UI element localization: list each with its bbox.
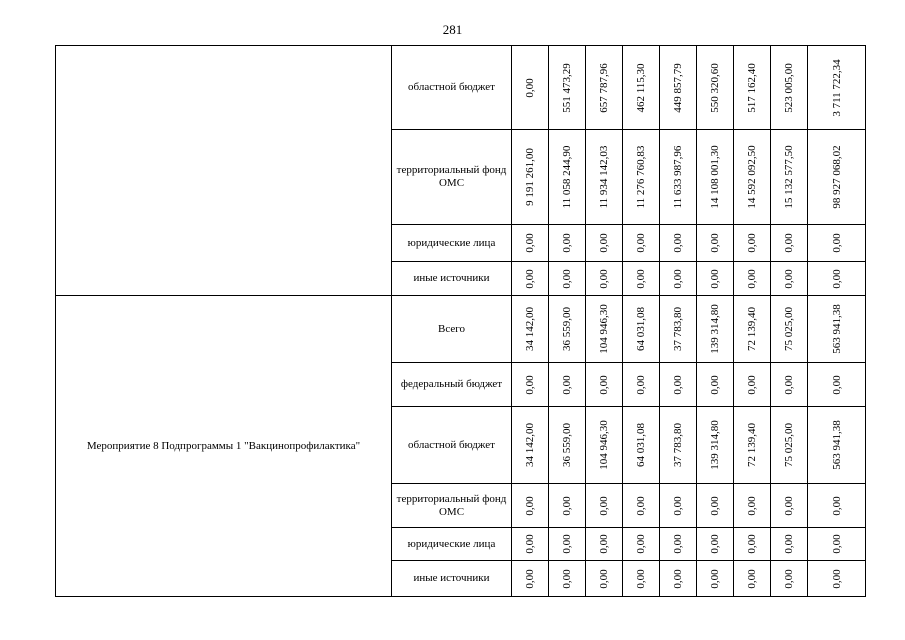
value-text: 0,00	[709, 374, 721, 395]
value-cell	[734, 262, 771, 296]
value-cell	[697, 46, 734, 130]
activity-name-cell	[56, 46, 392, 296]
value-text: 0,00	[598, 374, 610, 395]
value-cell	[549, 407, 586, 484]
value-text: 0,00	[561, 233, 573, 253]
value-text: 64 031,08	[635, 307, 647, 351]
value-cell	[623, 130, 660, 225]
value-cell	[771, 296, 808, 363]
value-text: 0,00	[709, 233, 721, 253]
value-cell	[623, 46, 660, 130]
value-cell	[808, 225, 866, 262]
value-text: 0,00	[635, 233, 647, 253]
value-cell	[734, 561, 771, 597]
value-cell	[660, 561, 697, 597]
value-text: 0,00	[672, 374, 684, 395]
value-text: 0,00	[561, 534, 573, 554]
value-text: 9 191 261,00	[524, 148, 536, 206]
value-text: 139 314,80	[709, 304, 721, 354]
value-cell	[549, 561, 586, 597]
value-cell	[660, 363, 697, 407]
value-text: 139 314,80	[709, 420, 721, 470]
value-cell	[771, 528, 808, 561]
funding-source-cell: территориальный фонд ОМС	[392, 130, 512, 225]
value-cell	[660, 46, 697, 130]
value-cell	[512, 262, 549, 296]
value-cell	[697, 484, 734, 528]
value-cell	[549, 296, 586, 363]
value-text: 0,00	[783, 534, 795, 554]
value-cell	[808, 561, 866, 597]
value-cell	[623, 528, 660, 561]
value-text: 0,00	[830, 233, 843, 253]
value-cell	[623, 225, 660, 262]
value-cell	[734, 363, 771, 407]
value-text: 0,00	[746, 495, 758, 516]
value-text: 15 132 577,50	[783, 145, 795, 209]
funding-table	[55, 45, 866, 597]
value-text: 0,00	[830, 534, 843, 554]
value-text: 0,00	[746, 374, 758, 395]
value-text: 657 787,96	[598, 62, 610, 113]
value-cell	[586, 262, 623, 296]
value-cell	[549, 484, 586, 528]
funding-source-cell: областной бюджет	[392, 407, 512, 484]
value-text: 64 031,08	[635, 423, 647, 467]
funding-source-cell: областной бюджет	[392, 46, 512, 130]
value-cell	[586, 130, 623, 225]
value-cell	[586, 46, 623, 130]
value-text: 98 927 068,02	[830, 145, 843, 209]
value-cell	[549, 130, 586, 225]
value-cell	[697, 130, 734, 225]
value-cell	[512, 561, 549, 597]
value-text: 0,00	[561, 495, 573, 516]
value-text: 0,00	[746, 268, 758, 289]
value-text: 0,00	[561, 568, 573, 589]
funding-source-cell: федеральный бюджет	[392, 363, 512, 407]
value-cell	[660, 296, 697, 363]
value-cell	[808, 484, 866, 528]
value-cell	[623, 296, 660, 363]
value-text: 0,00	[524, 374, 536, 395]
value-cell	[512, 363, 549, 407]
value-text: 37 783,80	[672, 423, 684, 467]
value-text: 36 559,00	[561, 423, 573, 467]
value-text: 0,00	[598, 268, 610, 289]
value-text: 0,00	[561, 268, 573, 289]
value-text: 0,00	[672, 495, 684, 516]
value-cell	[549, 528, 586, 561]
value-text: 14 592 092,50	[746, 145, 758, 209]
value-text: 37 783,80	[672, 307, 684, 351]
value-cell	[586, 225, 623, 262]
value-text: 11 276 760,83	[635, 145, 647, 209]
value-text: 0,00	[830, 568, 843, 589]
value-cell	[549, 363, 586, 407]
table-row	[56, 46, 866, 130]
value-text: 0,00	[783, 268, 795, 289]
value-text: 550 320,60	[709, 62, 721, 113]
value-cell	[512, 225, 549, 262]
value-text: 0,00	[830, 495, 843, 516]
value-cell	[771, 262, 808, 296]
value-text: 0,00	[672, 534, 684, 554]
value-text: 0,00	[830, 374, 843, 395]
value-cell	[549, 46, 586, 130]
value-text: 75 025,00	[783, 307, 795, 351]
value-cell	[697, 528, 734, 561]
value-text: 0,00	[635, 268, 647, 289]
value-text: 0,00	[709, 495, 721, 516]
value-text: 0,00	[672, 233, 684, 253]
funding-source-cell: Всего	[392, 296, 512, 363]
funding-source-cell: иные источники	[392, 262, 512, 296]
value-cell	[771, 46, 808, 130]
value-text: 0,00	[746, 568, 758, 589]
value-cell	[734, 484, 771, 528]
value-text: 0,00	[746, 233, 758, 253]
value-text: 34 142,00	[524, 423, 536, 467]
value-text: 0,00	[783, 568, 795, 589]
value-cell	[586, 484, 623, 528]
value-cell	[623, 484, 660, 528]
value-text: 0,00	[598, 534, 610, 554]
value-text: 0,00	[635, 534, 647, 554]
value-text: 75 025,00	[783, 423, 795, 467]
value-cell	[808, 528, 866, 561]
value-cell	[512, 407, 549, 484]
value-text: 563 941,38	[830, 420, 843, 470]
value-text: 104 946,30	[598, 304, 610, 354]
value-text: 3 711 722,34	[830, 58, 843, 117]
value-cell	[734, 130, 771, 225]
value-cell	[660, 484, 697, 528]
value-cell	[512, 528, 549, 561]
value-cell	[549, 262, 586, 296]
funding-source-cell: территориальный фонд ОМС	[392, 484, 512, 528]
value-text: 551 473,29	[561, 62, 573, 113]
value-text: 0,00	[524, 77, 536, 98]
value-cell	[660, 130, 697, 225]
value-cell	[734, 225, 771, 262]
value-text: 0,00	[524, 568, 536, 589]
value-text: 0,00	[598, 495, 610, 516]
value-text: 0,00	[783, 374, 795, 395]
value-cell	[697, 296, 734, 363]
value-cell	[512, 296, 549, 363]
value-cell	[734, 46, 771, 130]
value-cell	[697, 262, 734, 296]
value-cell	[808, 296, 866, 363]
value-cell	[734, 296, 771, 363]
value-cell	[623, 407, 660, 484]
value-text: 0,00	[635, 374, 647, 395]
value-cell	[512, 130, 549, 225]
value-cell	[623, 262, 660, 296]
value-cell	[512, 46, 549, 130]
value-text: 563 941,38	[830, 304, 843, 354]
value-text: 36 559,00	[561, 307, 573, 351]
value-text: 0,00	[672, 268, 684, 289]
value-text: 0,00	[709, 268, 721, 289]
value-text: 0,00	[830, 268, 843, 289]
value-text: 449 857,79	[672, 62, 684, 113]
value-text: 462 115,30	[635, 62, 647, 113]
value-cell	[771, 363, 808, 407]
value-cell	[586, 528, 623, 561]
value-cell	[697, 363, 734, 407]
value-cell	[660, 528, 697, 561]
value-text: 0,00	[635, 495, 647, 516]
value-cell	[660, 407, 697, 484]
value-text: 0,00	[635, 568, 647, 589]
value-text: 0,00	[746, 534, 758, 554]
value-cell	[623, 561, 660, 597]
page-number: 281	[442, 22, 463, 37]
value-cell	[586, 407, 623, 484]
value-cell	[808, 130, 866, 225]
value-text: 0,00	[524, 495, 536, 516]
value-cell	[771, 484, 808, 528]
value-cell	[734, 528, 771, 561]
value-cell	[586, 296, 623, 363]
value-cell	[771, 407, 808, 484]
value-text: 0,00	[598, 568, 610, 589]
value-cell	[623, 363, 660, 407]
value-text: 72 139,40	[746, 423, 758, 467]
value-text: 517 162,40	[746, 62, 758, 113]
value-cell	[512, 484, 549, 528]
activity-name-cell: Мероприятие 8 Подпрограммы 1 "Вакцинопрофилактика"	[56, 296, 392, 597]
value-cell	[586, 561, 623, 597]
value-cell	[660, 262, 697, 296]
value-text: 34 142,00	[524, 307, 536, 351]
value-text: 0,00	[783, 495, 795, 516]
value-text: 0,00	[672, 568, 684, 589]
value-text: 0,00	[598, 233, 610, 253]
value-cell	[549, 225, 586, 262]
value-text: 0,00	[524, 268, 536, 289]
funding-source-cell: юридические лица	[392, 225, 512, 262]
value-text: 523 005,00	[783, 62, 795, 113]
value-text: 72 139,40	[746, 307, 758, 351]
value-cell	[771, 561, 808, 597]
value-text: 11 934 142,03	[598, 145, 610, 209]
value-cell	[586, 363, 623, 407]
value-cell	[771, 130, 808, 225]
value-text: 0,00	[561, 374, 573, 395]
value-text: 0,00	[783, 233, 795, 253]
value-text: 104 946,30	[598, 420, 610, 470]
funding-source-cell: иные источники	[392, 561, 512, 597]
funding-source-cell: юридические лица	[392, 528, 512, 561]
value-text: 11 633 987,96	[672, 145, 684, 209]
value-cell	[660, 225, 697, 262]
value-text: 14 108 001,30	[709, 145, 721, 209]
value-cell	[808, 46, 866, 130]
value-cell	[697, 407, 734, 484]
value-cell	[734, 407, 771, 484]
value-cell	[808, 262, 866, 296]
value-cell	[771, 225, 808, 262]
value-text: 11 058 244,90	[561, 145, 573, 209]
table-row	[56, 296, 866, 363]
value-text: 0,00	[524, 534, 536, 554]
value-text: 0,00	[709, 534, 721, 554]
value-cell	[697, 561, 734, 597]
value-cell	[808, 363, 866, 407]
value-cell	[808, 407, 866, 484]
value-cell	[697, 225, 734, 262]
value-text: 0,00	[524, 233, 536, 253]
value-text: 0,00	[709, 568, 721, 589]
